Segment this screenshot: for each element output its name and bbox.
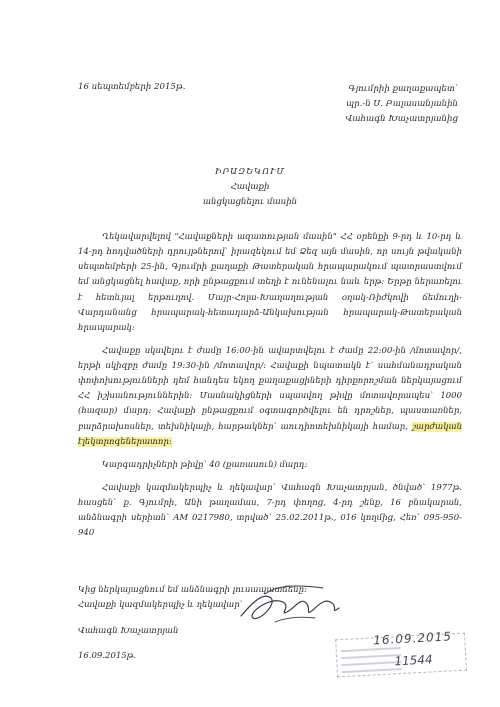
highlighted-text: շարժական էլեկտրոգեներատոր: — [78, 421, 463, 447]
signer-name: Վահագն Խաչատրյան — [78, 625, 179, 636]
document-subtitle: Հավաքի — [230, 182, 270, 193]
stamp-number: 11544 — [394, 652, 433, 669]
body-text — [78, 230, 462, 549]
document-date: 16 սեպտեմբերի 2015թ. — [78, 82, 186, 92]
stamp-date: 16.09.2015 — [372, 629, 453, 648]
document-title: ԻՐԱԶԵԿՈՒՄ — [214, 167, 286, 177]
paragraph: Հավաքի կազմակերպիչ և ղեկավար՝ Վահագն Խաչատրյան, ծնված՝ 1977թ. հասցեն՝ ք. Գյումրի, Անի թաղամաս, 7-րդ փողոց, 4-րդ շենք, 16 բնակարան, անձնագրի սերիան՝ AM 0217980, տրված՝ 25.02.2011թ., 016 կողմից, Հեռ՝ 095-950-940 — [78, 482, 462, 539]
signer-role: Հավաքի կազմակերպիչ և ղեկավար՝ — [78, 600, 243, 611]
recipient-block — [278, 82, 458, 127]
recipient-line: Գյումրիի քաղաքապետ՝ — [348, 84, 458, 94]
attachment-note: Կից ներկայացնում եմ անձնագրի լուսապատճենը: — [78, 585, 307, 595]
paragraph-text: Հավաքը սկսվելու է ժամը 16:00-ին ավարտվելու է ժամը 22:00-ին /մոտավոր/, երթի սկիզբը ժամը 19:30-ին /մոտավոր/: Հավաքի նպատակն է՝ սահմանադրական փոփոխությունների դեմ հանդես եկող քաղաքացիների դիրքորոշման ներկայացում ՀՀ իշխանություններին: Մասնակիցների սպասվող թիվը մոտավորապես՝ 1000 (հազար) մարդ: Հավաքի ընթացքում օգտագործվելու են դրոշներ, պաստառներ, բարձրախոսներ, տեխնիկայի, հարթակներ՝ աուդիոտեխնիկայի համար, — [78, 345, 462, 432]
registration-stamp — [335, 627, 467, 682]
document-subtitle: անցկացնելու մասին — [202, 197, 298, 208]
recipient-line: պր.-ն Ս. Բալասանյանին — [345, 99, 458, 110]
title-block — [0, 165, 500, 210]
paragraph — [78, 344, 462, 450]
paragraph: Ղեկավարվելով "Հավաքների ազատության մասին" ՀՀ օրենքի 9-րդ և 10-րդ և 14-րդ հոդվածների դրույթներով՝ իրազեկում եմ Ձեզ այն մասին, որ սույն թվականի սեպտեմբերի 25-ին, Գյումրի քաղաքի Թատերական հրապարակում պատրաստվում եմ անցկացնել հավաք, որի ընթացքում տեղի է ունենալու նաև երթ: Երթը ներառելու է հետևյալ երթուղով. Մայր-Հոլա-Խաղաղության օղակ-Ռիժկովի ճեմուղի-Վարդանանց հրապարակ-հետադարձ-Անկախության հրապարակ-Թատերական հրապարակ: — [78, 232, 462, 333]
paragraph: Կարգադրիչների թիվը՝ 40 (քառասուն) մարդ: — [102, 459, 308, 470]
recipient-line: Վահագն Խաչատրյանից — [345, 114, 458, 125]
signature-image — [235, 582, 345, 632]
closing-date: 16.09.2015թ. — [78, 650, 137, 661]
